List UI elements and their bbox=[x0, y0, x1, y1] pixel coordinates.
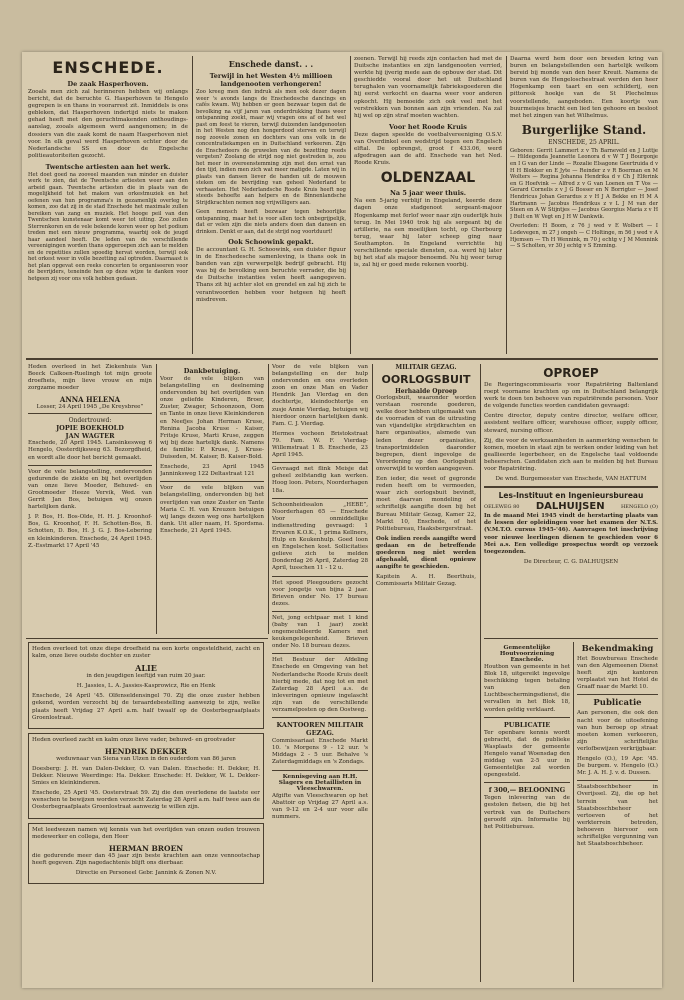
ad-column-3 bbox=[272, 364, 368, 834]
article-continued: zeenen. Terwijl hij reeds zijn contacten had met de Duitsche instanties en zijn landgenooten verried, werkte hij ijverig mede aan de opbouw der stad. Dit geschiedde vooral door het uit Duitschland terughalen van voornamelijk fabrieksgoederen die hij eerst verkocht en daarna weer voor anderen opkocht. Hij bemoeide zich ook veel met het verstrekken van bonnen aan zijn vrienden. Na zal hij wel op zijn straf moeten wachten. bbox=[354, 56, 502, 119]
name-herman-broen: HERMAN BROEN bbox=[108, 843, 184, 853]
dankbetuiging-vierdag: Voor de vele blijken van belangstelling en der hulp ondervonden en ons overleden zoon en onze Man en Vader Hendrik Jan Vlerdag en den dochtertje, kleindochtertje en zusje Annie Vierdag, betuigen wij hierdoor onzen hartelijken dank. Fam. C. J. Vierdag. bbox=[272, 364, 368, 427]
dekker-intro: Heden overleed zacht en kalm onze lieve vader, behuwd- en grootvader bbox=[32, 736, 236, 743]
dankbetuiging-kreuzen: Voor de vele blijken van belangstelling, ondervonden bij het overlijden van onze Zuster en Tante Maria C. H. van Kreuzen betuigen wij langs dezen weg ons hartelijken dank. Uit aller naam, H. Spordsma. Enschede, 21 April 1945. bbox=[160, 485, 264, 534]
publicatie-2-signature: Hengelo (O.), 19 Apr. '45. De burgem. v. Hengelo (O.) Mr. J. A. H. J. v. d. Dussen. bbox=[577, 756, 658, 777]
address-kruse: Enschede, 23 April 1945 Janninksweg 122 Deltastraat 121 bbox=[160, 464, 264, 478]
masthead-enschede: ENSCHEDE. bbox=[52, 58, 164, 77]
headline-oldenzaal: OLDENZAAL bbox=[380, 170, 476, 187]
institute-name: DALHUIJSEN bbox=[535, 501, 605, 513]
ad-meisje: Gevraagd net flink Meisje dat geheel zelfstandig kan werken. Hoog loon. Peters, Noorderhagen 18a. bbox=[272, 466, 368, 494]
name-alie: ALIE bbox=[135, 663, 157, 674]
article-oldenzaal: Na een 5-jarig verblijf in Engeland, keerde deze dagen onze stadgenoot sergeant-majoor Hogenkamp met ferlof weer naar zijn ouderlijk huis terug. In Mei 1940 trok hij als sergeant bij de artillerie, na een moeilijken tocht, op Cherbourg terug, waar hij later scheep ging naar Southampton. In Engeland verrichtte hij verschillende speciale diensten, o.a. werd hij later bij het staf als majoor benoemd. Nu hij weer terug is, zal hij er goed mede rekenen voorbij. bbox=[354, 198, 502, 269]
ad-houtvoorziening bbox=[484, 642, 570, 986]
belooning-text: Tegen inlevering van de gestolen fietsen, die bij het vertrek van de Duitschers geroofd zijn. Informatie bij het Politiebureau. bbox=[484, 795, 570, 830]
institute-director: De Directeur, C. G. DALHUIJSEN bbox=[523, 558, 619, 565]
institute-text: In de maand Mei 1945 vindt de herstarting plaats van de lessen der opleidingen voor het examen der N.T.S. (V.M.T.O. cursus 1945-'46). Aanvragen tot inschrijving voor nieuwe leerlingen dienen te geschieden voor 6 Mei a.s. Een volledige prospectus wordt op verzoek toegezonden. bbox=[484, 513, 658, 555]
article-hogenkamp: Daarna werd hem door een breeden kring van buren en belangstellenden een hartelijk welkom bereid bij monde van den heer Kreuit. Namens de buren van de Hengeloschestraat werden den heer Hogenkamp een taart en een schilderij, een pittoresk hoekje van de St Plechelmus voorstellende, aangeboden. Een koortje van buurmeisjes bracht een lied ten gehoore en besloot met het zingen van het Wilhelmus. bbox=[510, 56, 658, 119]
name-hendrik-dekker: HENDRIK DEKKER bbox=[104, 746, 188, 756]
geboren-list: Geboren: Gerrit Lammert z v Th Barneveld en J Luttje — Hildegonda Jeannette Leonora d v W T J Bourgonje en I G van der Linde — Rozalie Elsagone Geertruida d v H H Blokker en E Jyte — Reinder z v R Boerman en M Wolters — Regina Johanna Hendrika d v Ch J Elferink en G Hoefvink — Alfred z v G van Loenen en T Vos — Gerard Cornelis z v J G Bosser en N Borrigter — Josef Hendricus Johan Gerardus z v H J A Bekke en H M A Hartmann — Jacobus Hendrikus z v L J M van der Steen en A W Stijntjes — Jacobus Georgius Maria z v H J Bult en W Vegt en J H W Dankwik. bbox=[510, 147, 658, 220]
headline-houtvoorziening: Gemeentelijke Houtvoorziening Enschede. bbox=[499, 645, 555, 663]
oorlogsbuit-text-3: Ook indien reeds aangifte werd gedaan en de betreffende goederen nog niet werden afgehaald, dient opnieuw aangifte te geschieden. bbox=[376, 535, 476, 571]
ad-column-1 bbox=[28, 364, 152, 634]
headline-kantooren: KANTOOREN MILITAIR GEZAG. bbox=[276, 721, 364, 738]
column-enschede bbox=[28, 56, 188, 356]
alie-intro: Heden overleed tot onze diepe droefheid na een korte ongesteldheid, zacht en kalm, onze lieve oudste dochter en zuster bbox=[32, 646, 260, 660]
oorlogsbuit-signature: Kapitein A. H. Beerthuis, Commissaris Militair Gezag. bbox=[376, 574, 476, 588]
headline-belooning: f 300,— BELOONING bbox=[488, 786, 566, 795]
kennisgeving-text: Afgifte van Vleeschwaren op het Abattoir op Vrijdag 27 April a.s. van 9-12 en 2-4 uur voor alle nummers. bbox=[272, 792, 368, 820]
oorlogsbuit-text-1: Oorlogsbuit, waaronder worden verstaan roerende goederen, welke door hebben uitgemaakt van de voorraden of van de uitrusting van vijandelijke strijdkrachten en hare organisaties, alsmede van leden dezer organisaties, transportmiddelen daaronder begrepen, dient ingevolge de Verordening op den Oorlogsbuit onverwijld te worden aangegeven. bbox=[376, 395, 476, 472]
notice-overleden-anna: Heden overleed in het Ziekenhuis Van Beeck Calkoen-Ruelingh tot mijn groote droefheis, mijn lieve vrouw en mijn zorgzame moeder bbox=[28, 364, 152, 392]
address-vierdag: Hermes vocheen Bristokstraat 79. Fam. W. F. Vierdag-Willemstraat 1 B. Enschede, 23 April 1945. bbox=[272, 430, 368, 459]
headline-kennisgeving: Kennisgeving aan H.H. Slagers en Detaillisten in Vleeschwaren. bbox=[278, 773, 362, 792]
subheadline-oldenzaal: Na 5 jaar weer thuis. bbox=[389, 189, 467, 198]
dankbetuiging-kruse: Voor de vele blijken van belangstelling en deelneming ondervonden bij het overlijden van onze geliefde Kinderen, Broer, Zuster, Zwager, Schoonzoon, Oom en Tante in onze lieve Kleinkinderen en Neefjes Johan Herman Kruse, Renina Jacoba Kruse - Kaiser, Fritsje Kruse, Marti Kruse, zeggen wij bij deze hartelijk dank. Namens de familie: P. Kruse, J. Kruse-Duiseden, M. Kaiser, B. Kaiser-Bold. bbox=[160, 376, 264, 461]
headline-burgerlijke-stand: Burgerlijke Stand. bbox=[521, 122, 647, 137]
headline-publicatie: PUBLICATIE bbox=[503, 720, 551, 729]
name-anna-helena: ANNA HELENA bbox=[59, 395, 121, 405]
oproep-signature: De wnd. Burgemeester van Enschede, VAN HATTUM bbox=[495, 476, 647, 483]
ad-pleegouders: Het spoed Pleegouders gezocht voor jongetje van bijna 2 jaar. Brieven onder No. 17 bureau dezes. bbox=[272, 579, 368, 607]
ad-hebe: Schoonheidssalon „HEBE”, Noorderhagen 65 — Enschede Voor onmiddellijke indiensttreding gevraagd: 1 Ervaren K.O.K., 1 prima Kellners, Hulp en Keukenhulp. Goed loon en Engelschen kost. Sollicitaties gelieve zich te melden Donderdag 26 April, Zaterdag 28 April, tusschen 11 - 12 u. bbox=[272, 501, 368, 572]
family-bos: J. P. Bos, H. Bos-Olde, H. H. J. Kroonhof-Bos, G. Kroonhof, F. H. Schotten-Bos, B. Schotten, D. Bos, H. J. G. J. Bos-Lebering en kleinkinderen. Enschede, 24 April 1945. Z.-Esstmarkt 17 April '45 bbox=[28, 514, 152, 549]
place-losser: Losser, 24 April 1945 „De Kreysbree” bbox=[36, 404, 144, 411]
notice-roode-kruis: Het Bestuur der Afdeling Enschede en Omgeving van het Nederlandsche Roode Kruis deelt hierbij mede, dat nog tot en met Zaterdag 28 April a.s. de inleveringen opnieuw ingelascht zijn van de verschillende verzamelposten op den Oostweg. bbox=[272, 657, 368, 714]
article-danst: Zoo kreeg men den indruk als men ook dezer dagen weer 's avonds langs de Enschedesche dancings en cafés kwam. Wij hebben er geen bezwaar tegen dat de bevolking na vijf jaren van onderdrukking thans weer ontspanning zoekt, maar wij vragen ons af of het wel past om feest te vieren, terwijl duizenden landgenooten in het Westen nog den hongerdood sterven en terwijl nog zoovele zonen en dochters van ons volk in de concentratiekampen en in Duitschland verkeeren. Zijn de Enschedeers de gruwelen van de bezetting reeds vergeten? Zoolang de strijd nog niet gestreden is, zou het meer in overeenstemming zijn met den ernst van den tijd, indien men zich wat meer matigde. Laten wij in plaats van dansen liever de handen uit de mouwen steken om de bevrijding van geheel Nederland te verhaasten. Het Nederlandsche Roode Kruis heeft nog steeds behoefte aan helpers en de Binnenlandsche Strijdkrachten nemen nog vrijwilligers aan. bbox=[196, 89, 346, 206]
column-roode-kruis bbox=[354, 56, 502, 356]
notice-dekker bbox=[28, 733, 264, 819]
headline-schoowink: Ook Schoowink gepakt. bbox=[228, 238, 314, 246]
newspaper-page bbox=[22, 52, 662, 988]
ad-column-2 bbox=[160, 364, 264, 634]
broen-intro: Met leedwezen namen wij kennis van het overlijden van onzen ouden trouwen medewerker en collega, den Heer bbox=[32, 826, 260, 840]
alie-age: in den jeugdigen leeftijd van ruim 20 jaar. bbox=[86, 673, 206, 680]
label-ondertrouwd: Ondertrouwd: bbox=[68, 417, 112, 425]
ad-column-5 bbox=[484, 364, 658, 634]
broen-signature: Directie en Personeel Gebr. Jannink & Zonen N.V. bbox=[75, 869, 217, 876]
ad-bekendmaking bbox=[577, 642, 658, 986]
article-artiesten: Het doet goed na zooveel maanden van minder en duister werk te zien, dat de Twentsche artiesten weer aan den arbeid gaan. Twentsche artiesten die in plaats van de mogelijkheid tot het maken van orkestmuziek en het oefenen van hun programma's in gezamenlijk overleg te komen, zoo dat zij in de stad Enschede het maximale zullen bereiken van zang en muziek. Het hooge peil van den Twentschen kunstenaar komt weer tot uiting. Zoo zullen Sterrenkoren en de vele bekende koren weer op het podium treden met een nieuw programma, waarbij ook de jeugd haar aandeel heeft. De leden van de verschillende vereenigingen worden thans opgeroepen zich aan te melden en de repetities zullen spoedig hervat worden, terwijl ook het orkest weer in volle bezetting zal optreden. Daarnaast is het plan opgevat een reeks concerten te organiseeren voor de bevrijders, teneinde hen op deze wijze te danken voor hetgeen zij voor ons volk hebben gedaan. bbox=[28, 171, 188, 282]
oorlogsbuit-text-2: Een ieder, die weet of gegronde reden heeft om te vermoeden, waar zich oorlogsbuit bevindt, moet daarvan mondeling of schriftelijk aangifte doen bij het Bureau Militair Gezag, Kamer 22, Markt 10, Enschede, of het Politiebureau, Haaksbergerstraat. bbox=[376, 476, 476, 532]
notice-alie bbox=[28, 642, 264, 729]
article-schoowink: De accountant G. H. Schoowink, een duister figuur in de Enschedesche samenleving, is thans ook in banden van zijn verwerpelijk bedrijf gebracht. Hij was bij de bevolking een beruchte verrader, die bij de Duitsche instanties velen heeft aangegeven. Thans zit hij achter slot en grendel en zal hij zich te verantwoorden hebben voor hetgeen hij heeft misdreven. bbox=[196, 247, 346, 303]
institute-city: HENGELO (O) bbox=[620, 503, 658, 510]
column-danst bbox=[196, 56, 346, 356]
dekker-age: weduwnaar van Siena van Ulzen in den ouderdom van 86 jaren bbox=[56, 755, 236, 762]
overleden-list: Overleden: H Boom, z 76 j wed v E Wolbert — I Lodevegen, m 27 j ongeh — C Holtinge, m 56 j wed v A Hjemsen — Th H Wennink, m 70 j echtg v J M Mennink — S Scholten, vr 30 j echtg v S Emming. bbox=[510, 223, 658, 250]
oproep-text-1: De Regeringscommissaris voor Repatriëring Baltenland roept voorname krachten op om in Duitschland belangrijk werk te doen ten behoeve van repatriërende personen. Voor de volgende functies worden candidaten gevraagd: bbox=[484, 382, 658, 410]
dateline: ENSCHEDE, 25 APRIL. bbox=[548, 138, 620, 146]
headline-oproep: OPROEP bbox=[543, 366, 599, 380]
headline-roode-kruis: Voor het Roode Kruis bbox=[389, 122, 467, 131]
dekker-family: Doesberg: J. H. van Dalen-Dekker, O. van Dalen. Enschede: H. Dekker, H. Dekker. Nieuwe Weerdinge: Ha. Dekker. Enschede: H. Dekker, W. L. Dekker-Smies en kleinkinderen. bbox=[32, 765, 260, 787]
headline-dankbetuiging: Dankbetuiging. bbox=[183, 367, 241, 375]
headline-bekendmaking: Bekendmaking bbox=[581, 644, 654, 654]
alie-details: Enschede, 24 April '45. Olfenseldensingel 70. Zij die onze zuster hebben gekend, worden verzocht bij de teraardebestelling aanwezig te zijn, welke plaats heeft Vrijdag 27 April a.m. half twaalf op de Oosterbegraafplaats Groenlostraat. bbox=[32, 693, 260, 721]
subheadline-westen: Terwijl in het Westen 4½ millioen landgenooten verhongeren! bbox=[209, 72, 333, 88]
houtvoorziening-text: Houtbon van gemeente in het Blok 18, uitgereikt ingevolge beschikking tegen betaling van den Luchtbeschermingsdienst, die vervallen in het Blok 18, worden geldig verklaard. bbox=[484, 664, 570, 713]
bekendmaking-text: Het Bouwbureau Enschede van den Algemeenen Dienst heeft zijn kantoren verplaatst van het Hotel de Graaff naar de Markt 10. bbox=[577, 656, 658, 691]
article-danst-2: Geen mensch heeft bezwaar tegen behoorlijke ontspanning, maar het is voor allen toch onbegrijpelijk, dat er velen zijn die niets anders doen dan dansen en drinken. Denkt er aan, dat de strijd nog voortduurt! bbox=[196, 209, 346, 235]
ad-kamers: Net, jong echtpaar met 1 kind (baby van 1 jaar) zoekt ongemeubileerde Kamers met keukengelegenheid. Brieven onder No. 18 bureau dezes. bbox=[272, 614, 368, 650]
publicatie-2-text: Aan personen, die ook den nacht voor de uitoefening van hun beroep op straat moeten komen verkeeren, zijn schriftelijke verlofbewijzen verkrijgbaar. bbox=[577, 710, 658, 752]
article-roode-kruis: Deze dagen speelde de voetbalvereeniging O.S.V. van Overdinkel een wedstrijd tegen een Engelsch elftal. De opbrengst, groot f 433.06, werd afgedragen aan de afd. Enschede van het Ned. Roode Kruis. bbox=[354, 131, 502, 167]
name-jopie: JOPIE BOEKHOLD bbox=[56, 424, 124, 433]
staatsboschbeheer-text: Staatsboschbeheer in Overijssel. Zij, die op het terrein van het Staatsboschbeheer vertoeven of het werkterrein betreden, behoeven hiervoor een schriftelijke vergunning van het Staatsboschbeheer. bbox=[577, 784, 658, 848]
article-hasperhoven: Zooals men zich zal herinneren hebben wij onlangs bericht, dat de beruchte G. Hasperhoven te Hengelo gegrepen is en thans in voorarrest zit. Inmiddels is ons gebleken, dat Hasperhoven indertijd niets te maken gehad heeft met den geruchtmakenden onthoudings-aanslag, zooals algemeen werd aangenomen; in de dossiers van die zaak komt de naam Hasperhoven niet voor. In elk geval werd Hasperhoven echter door de Nederlandsche SS en door de Engelsche politieautoriteiten gezocht. bbox=[28, 89, 188, 159]
dekker-details: Enschede, 25 April '45. Oosterstraat 59. Zij die den overledene de laatste eer wenschen te bewijzen worden verzocht Zaterdag 28 April a.m. half twee aan de Oosterbegraafplaats Groenlostraat aanwezig te willen zijn. bbox=[32, 790, 260, 811]
headline-danst: Enschede danst. . . bbox=[228, 59, 314, 69]
headline-artiesten: Twentsche artiesten aan het werk. bbox=[45, 162, 171, 171]
oproep-functions: Centre director, deputy centre director, welfare officer, assistent welfare officer, warehouse officer, supply officer, steward, nursing officer. bbox=[484, 413, 658, 434]
column-burgerlijke-stand bbox=[510, 56, 658, 356]
broen-text: die gedurende meer dan 45 jaar zijn beste krachten aan onze vennootschap heeft gegeven. Zijn nagedachtenis blijft ons dierbaar. bbox=[32, 852, 260, 866]
ad-column-4 bbox=[376, 364, 476, 984]
headline-hasperhoven: De zaak Hasperhoven. bbox=[67, 80, 149, 88]
kantooren-hours: Commissariaat Enschede Markt 10. 's Morgens 9 - 12 uur. 's Middags 2 - 5 uur. Behalve 's Zaterdagmiddags en 's Zondags. bbox=[272, 738, 368, 766]
institute-label: Les-Instituut en Ingenieursbureau bbox=[498, 491, 644, 501]
ad-lower-left bbox=[28, 642, 264, 986]
notice-broen bbox=[28, 823, 264, 884]
name-jan-wagter: JAN WAGTER bbox=[65, 432, 115, 441]
institute-address: OELEWEG 80 bbox=[484, 503, 520, 510]
headline-publicatie-2: Publicatie bbox=[593, 698, 642, 709]
oproep-text-2: Zij, die voor de werkzaamheden in aanmerking wenschen te komen, moeten in staat zijn te werken onder leiding van het geallieerde legerbeheer, en de Engelsche taal voldoende beheerschen. Candidaten zich aan te melden bij het Bureau voor Repatriëring. bbox=[484, 437, 658, 473]
label-militair-gezag: MILITAIR GEZAG. bbox=[395, 364, 457, 371]
headline-oorlogsbuit: OORLOGSBUIT bbox=[381, 373, 471, 386]
alie-family: H. Jassies, L. A. Jassies-Kasprowicz, Rie en Henk bbox=[76, 683, 216, 690]
publicatie-text: Ter openbare kennis wordt gebracht, dat de publieke Wasplaats der gemeente Hengelo vanaf Woensdag den middag van 2-5 uur in Gemeentelijke zal worden opengesteld. bbox=[484, 729, 570, 779]
ondertrouwd-details: Enschede, 20 April 1945. Lansinkesweg 6 Hengelo, Oosterdijksweg 63. Bezorgdheid, en wordt alle door het bericht gemaakt. bbox=[28, 440, 152, 461]
dankbetuiging-bos: Voor de vele belangstelling, ondervonden gedurende de ziekte en bij het overlijden van onze lieve Moeder, Behuwd- en Grootmoeder Heeze Vervik, Wed. van Gerrit Jan Bos, betuigen wij onzen hartelijken dank. bbox=[28, 468, 152, 511]
subheadline-herhaalde-oproep: Herhaalde Oproep bbox=[395, 388, 457, 395]
